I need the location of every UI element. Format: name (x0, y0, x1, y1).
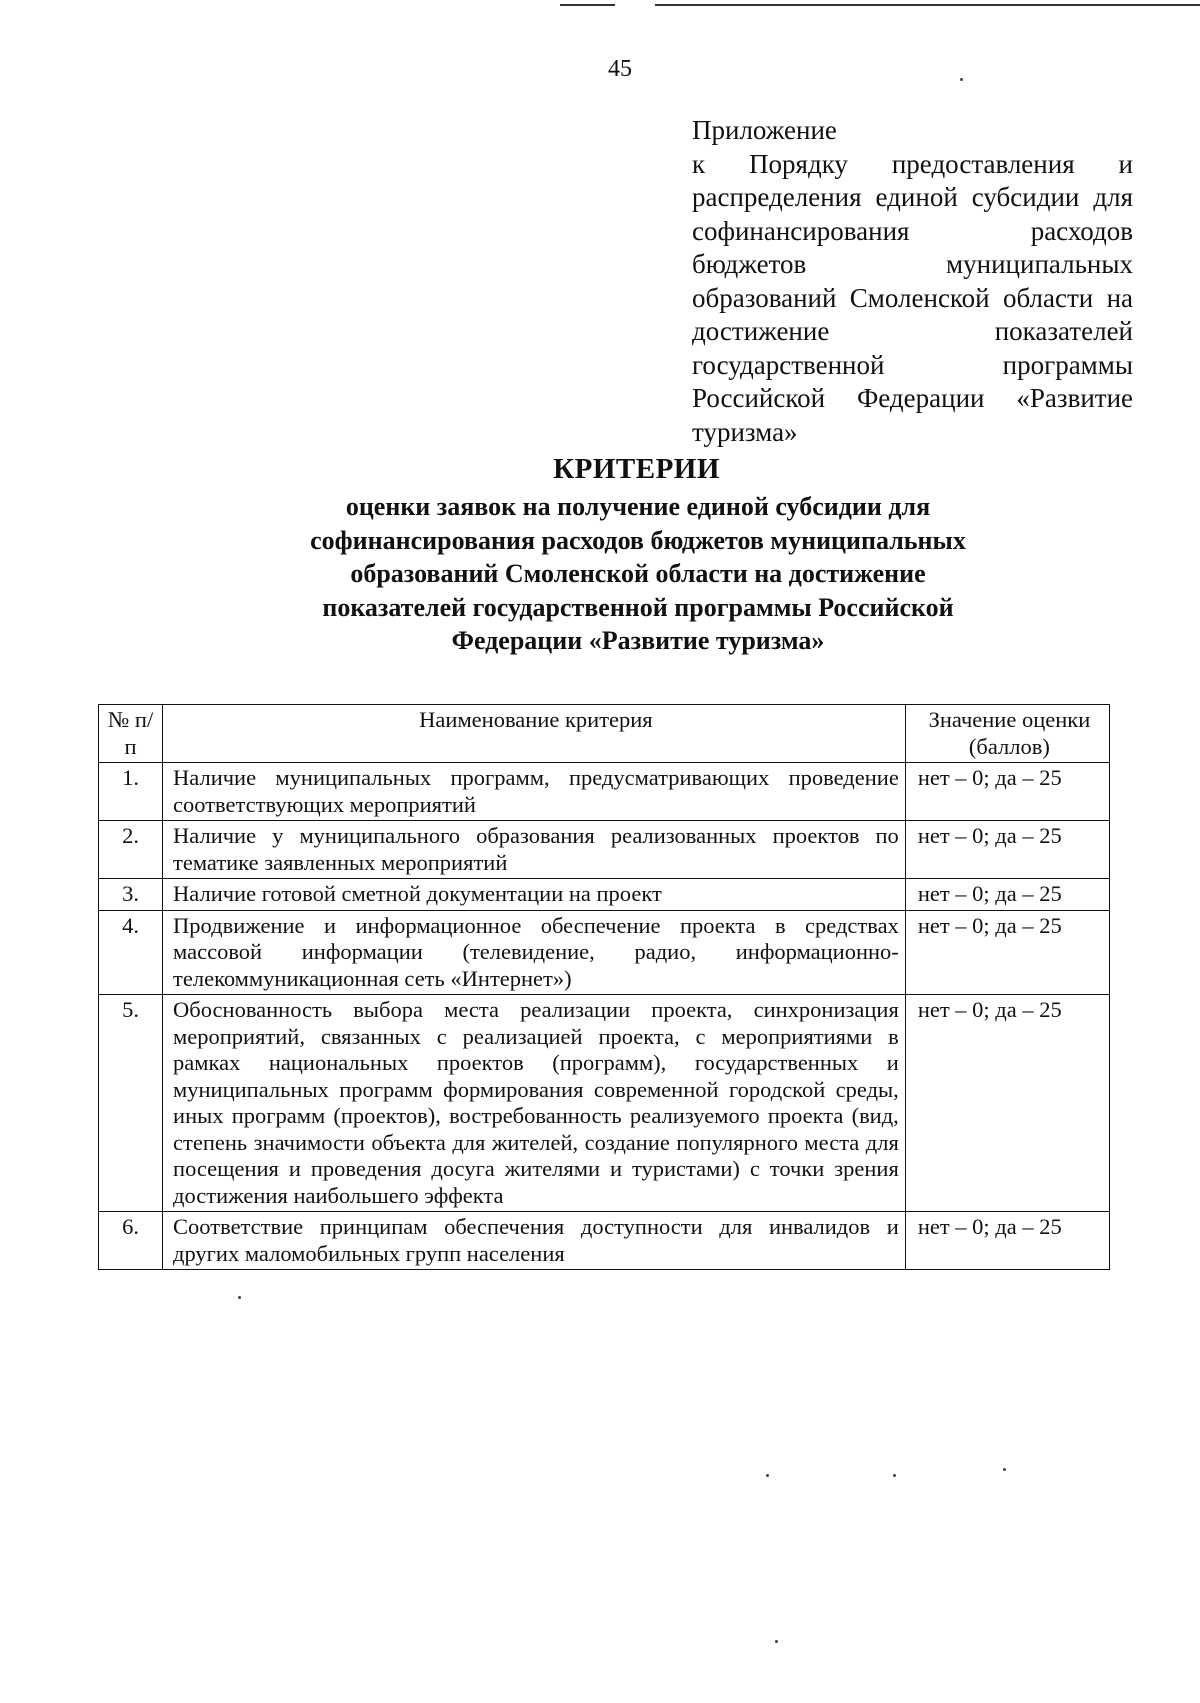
scan-speck (775, 1640, 778, 1643)
scan-speck (893, 1474, 896, 1477)
table-row (99, 1212, 1110, 1270)
row-criterion: Соответствие принципам обеспечения доступности для инвалидов и других маломобильных групп населения (163, 1212, 906, 1270)
table-row (99, 879, 1110, 911)
scan-speck (238, 1296, 241, 1299)
appendix-block (692, 114, 1133, 449)
row-criterion: Наличие муниципальных программ, предусматривающих проведение соответствующих мероприятий (163, 763, 906, 821)
appendix-title: Приложение (692, 115, 837, 145)
header-name: Наименование критерия (163, 705, 906, 763)
page-number: 45 (608, 56, 632, 82)
row-score: нет – 0; да – 25 (905, 879, 1109, 911)
row-number: 2. (99, 821, 163, 879)
table-row (99, 821, 1110, 879)
row-number: 1. (99, 763, 163, 821)
table-row (99, 995, 1110, 1212)
table-header-row (99, 705, 1110, 763)
row-number: 3. (99, 879, 163, 911)
row-criterion: Наличие у муниципального образования реализованных проектов по тематике заявленных мероприятий (163, 821, 906, 879)
row-criterion: Обоснованность выбора места реализации проекта, синхронизация мероприятий, связанных с реализацией проекта, с мероприятиями в рамках национальных проектов (программ), государственных и муниципальных программ формирования современной городской среды, иных программ (проектов), востребованность реализуемого проекта (вид, степень значимости объекта для жителей, создание популярного места для посещения и проведения досуга жителями и туристами) с точки зрения достижения наибольшего эффекта (163, 995, 906, 1212)
top-rule-right (655, 4, 1200, 6)
row-score: нет – 0; да – 25 (905, 1212, 1109, 1270)
scan-speck (1003, 1468, 1006, 1471)
header-score: Значение оценки (баллов) (905, 705, 1109, 763)
row-criterion: Наличие готовой сметной документации на проект (163, 879, 906, 911)
row-number: 5. (99, 995, 163, 1212)
top-rule-left (560, 4, 615, 6)
header-number: № п/п (99, 705, 163, 763)
row-score: нет – 0; да – 25 (905, 821, 1109, 879)
row-score: нет – 0; да – 25 (905, 910, 1109, 995)
row-number: 6. (99, 1212, 163, 1270)
document-title: КРИТЕРИИ (553, 453, 720, 485)
row-score: нет – 0; да – 25 (905, 763, 1109, 821)
row-criterion: Продвижение и информационное обеспечение проекта в средствах массовой информации (телевидение, радио, информационно-телекоммуникационная сеть «Интернет») (163, 910, 906, 995)
scan-speck (960, 78, 963, 81)
table-row (99, 763, 1110, 821)
scan-speck (766, 1474, 769, 1477)
row-number: 4. (99, 910, 163, 995)
criteria-table (98, 704, 1110, 1270)
table-row (99, 910, 1110, 995)
appendix-body: к Порядку предоставления и распределения единой субсидии для софинансирования расходов бюджетов муниципальных образований Смоленской области на достижение показателей государственной программы Российской Федерации «Развитие туризма» (692, 148, 1133, 447)
row-score: нет – 0; да – 25 (905, 995, 1109, 1212)
document-subtitle: оценки заявок на получение единой субсидии для софинансирования расходов бюджетов муниципальных образований Смоленской области на достижение показателей государственной программы Российской Федерации «Развитие туризма» (310, 492, 966, 655)
